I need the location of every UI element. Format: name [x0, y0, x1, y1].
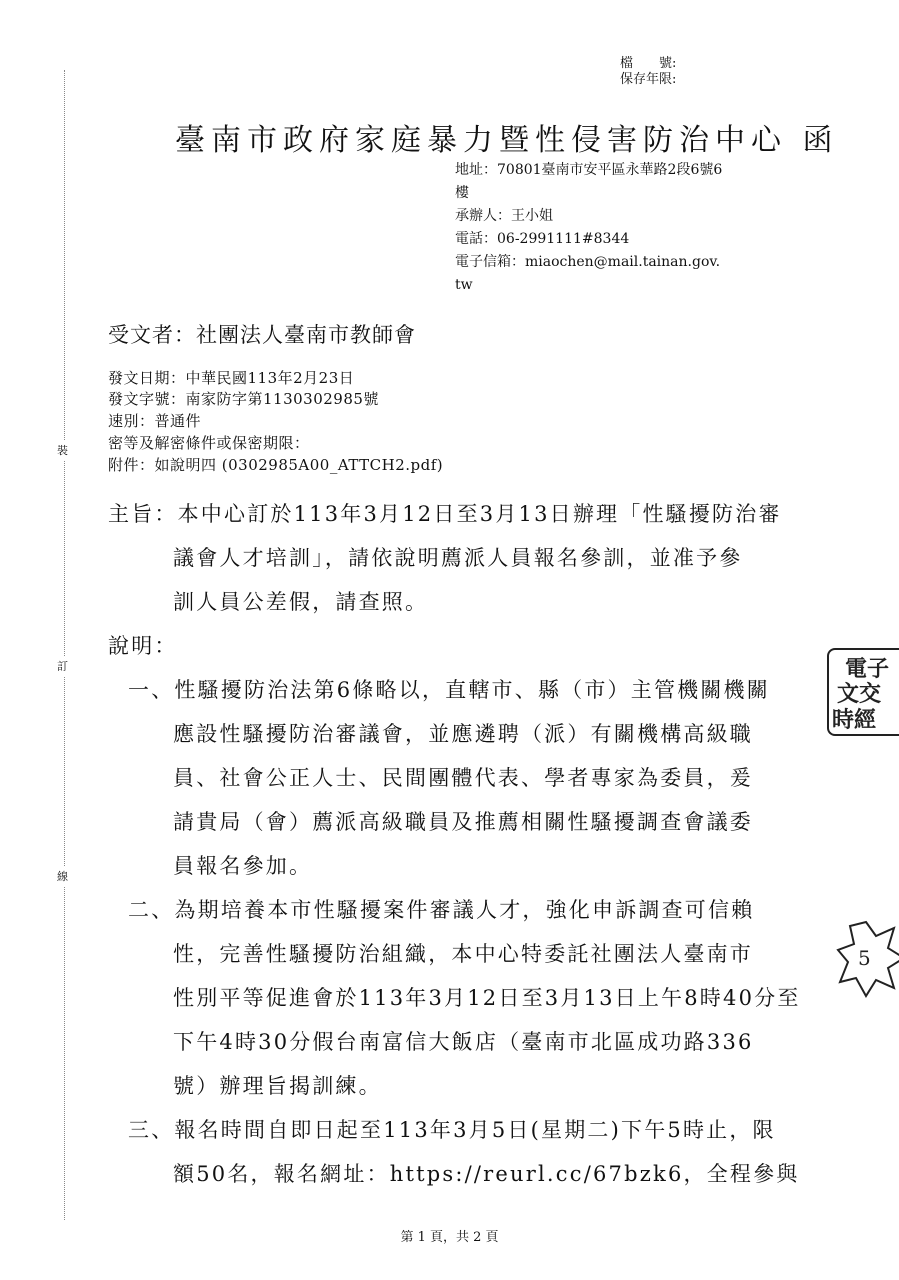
item-3-line-1: 三、報名時間自即日起至113年3月5日(星期二)下午5時止，限	[128, 1118, 776, 1142]
item-2-line-2: 性，完善性騷擾防治組織，本中心特委託社團法人臺南市	[173, 942, 753, 966]
contact-handler: 承辦人：王小姐	[455, 208, 553, 224]
archive-retention: 保存年限:	[620, 72, 677, 87]
issue-date: 發文日期：中華民國113年2月23日	[108, 369, 355, 387]
archive-file-no: 檔 號:	[620, 56, 677, 71]
contact-address-line2: 樓	[455, 185, 469, 201]
item-1-line-5: 員報名參加。	[173, 854, 313, 878]
item-1-line-3: 員、社會公正人士、民間團體代表、學者專家為委員，爰	[173, 766, 753, 790]
document-number: 發文字號：南家防字第1130302985號	[108, 390, 379, 408]
item-2-line-5: 號）辦理旨揭訓練。	[173, 1074, 382, 1098]
item-1-line-2: 應設性騷擾防治審議會，並應遴聘（派）有關機構高級職	[173, 722, 753, 746]
stamp-row-3: 時經	[832, 707, 877, 733]
subject-line-2: 議會人才培訓」，請依說明薦派人員報名參訓，並准予參	[173, 546, 743, 570]
binding-mark-line: 線	[57, 866, 68, 886]
contact-phone: 電話：06-2991111#8344	[455, 231, 630, 247]
page-seal-mark	[836, 918, 899, 998]
item-2-line-3: 性別平等促進會於113年3月12日至3月13日上午8時40分至	[173, 986, 801, 1010]
item-3-line-2: 額50名，報名網址：https://reurl.cc/67bzk6，全程參與	[173, 1162, 800, 1186]
contact-address-line1: 地址：70801臺南市安平區永華路2段6號6	[455, 162, 723, 178]
recipient: 受文者：社團法人臺南市教師會	[108, 323, 416, 347]
item-2-line-1: 二、為期培養本市性騷擾案件審議人才，強化申訴調查可信賴	[128, 898, 755, 922]
subject-line-3: 訓人員公差假，請查照。	[173, 590, 429, 614]
delivery-speed: 速別：普通件	[108, 412, 202, 430]
secrecy-level: 密等及解密條件或保密期限：	[108, 434, 310, 452]
item-1-line-1: 一、性騷擾防治法第6條略以，直轄市、縣（市）主管機關機關	[128, 678, 770, 702]
seal-page-number: 5	[858, 946, 871, 970]
item-2-line-4: 下午4時30分假台南富信大飯店（臺南市北區成功路336	[173, 1030, 754, 1054]
binding-mark-bind: 訂	[57, 656, 68, 676]
binding-dotted-line	[64, 70, 65, 1220]
contact-email-line2: tw	[455, 277, 473, 293]
stamp-row-2: 文交	[837, 681, 882, 707]
contact-email-line1: 電子信箱：miaochen@mail.tainan.gov.	[455, 254, 721, 270]
attachment: 附件：如說明四 (0302985A00_ATTCH2.pdf)	[108, 456, 444, 474]
e-document-stamp	[827, 648, 899, 736]
stamp-row-1: 電子	[845, 656, 890, 682]
binding-mark-fold: 裝	[57, 440, 68, 460]
page-footer: 第 1 頁，共 2 頁	[400, 1230, 499, 1245]
document-title: 臺南市政府家庭暴力暨性侵害防治中心 函	[175, 123, 839, 158]
subject-line-1: 主旨：本中心訂於113年3月12日至3月13日辦理「性騷擾防治審	[108, 502, 782, 526]
explanation-label: 說明：	[108, 634, 178, 658]
item-1-line-4: 請貴局（會）薦派高級職員及推薦相關性騷擾調查會議委	[173, 810, 753, 834]
